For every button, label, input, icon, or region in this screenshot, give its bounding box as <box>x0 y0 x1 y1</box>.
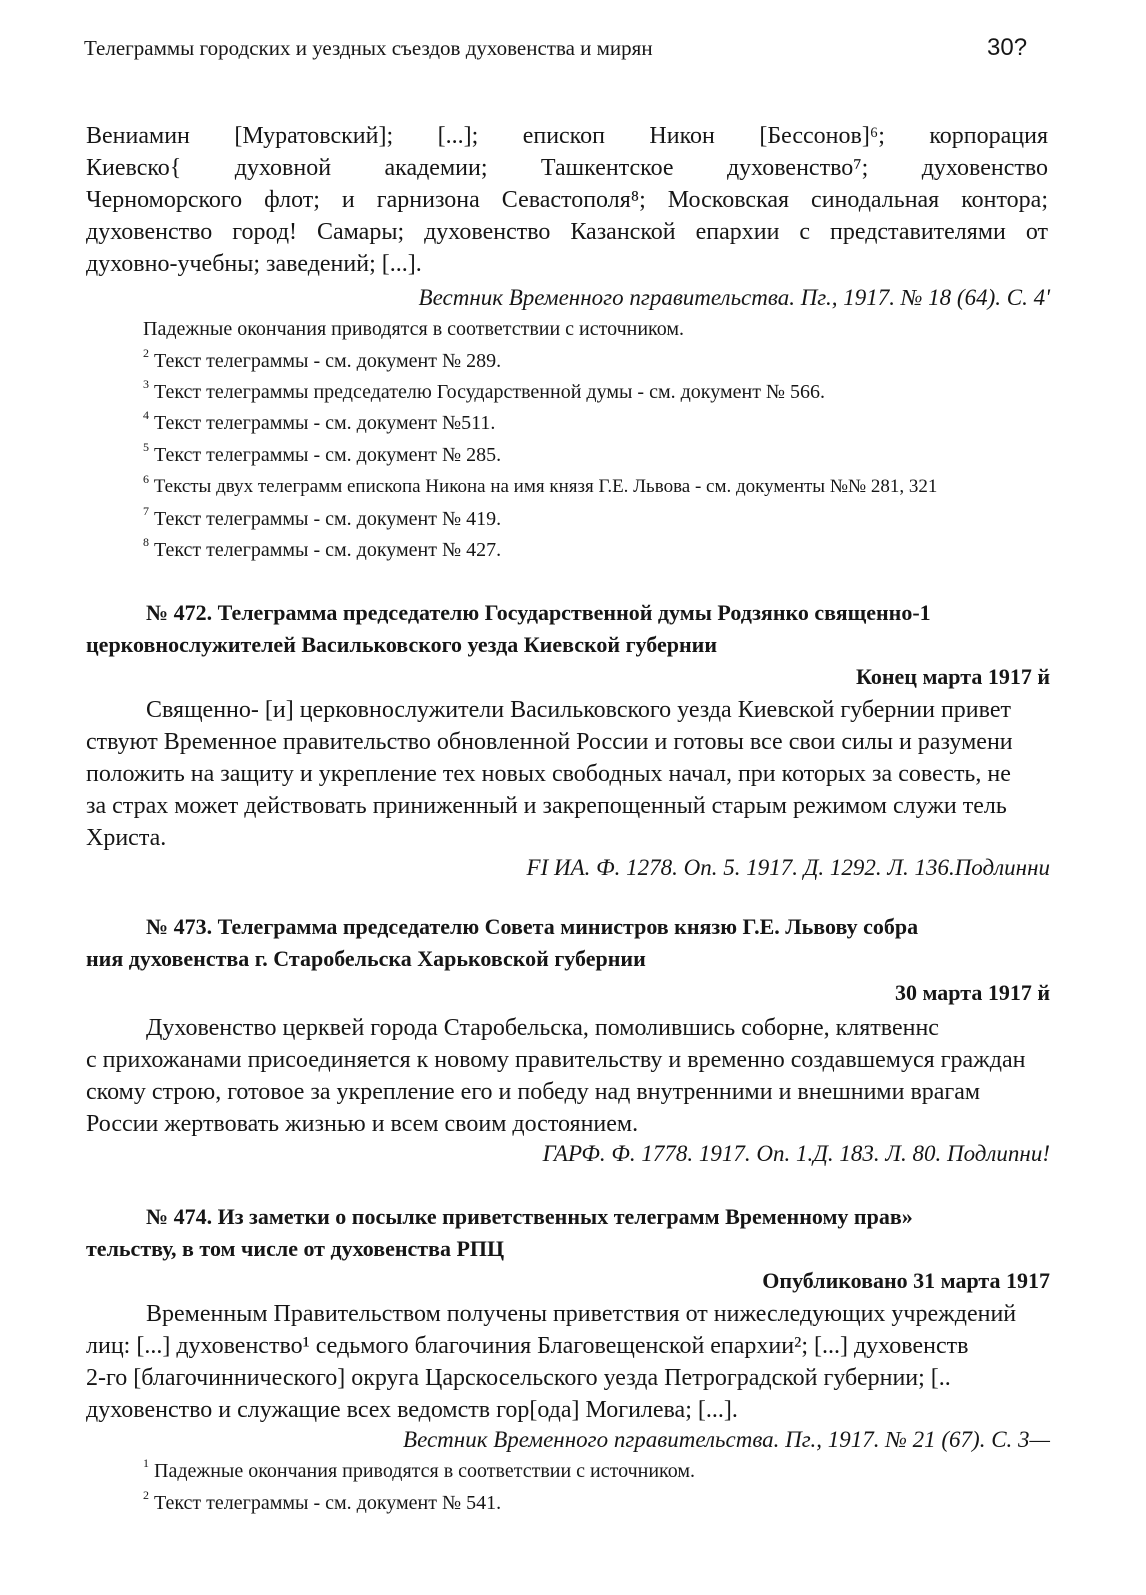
paragraph-line: духовно-учебны; заведений; [...]. <box>86 251 422 277</box>
footnote: Падежные окончания приводятся в соответствии с источником. <box>143 318 685 340</box>
document-title: ния духовенства г. Старобельска Харьковской губернии <box>86 946 646 971</box>
footnote: $^1$ Падежные окончания приводятся в соответствии с источником. <box>143 1456 696 1482</box>
document-title: тельству, в том числе от духовенства РПЦ <box>86 1236 505 1261</box>
source-citation: Вестник Временного пгравительства. Пг., 1917. № 21 (67). С. 3— <box>403 1427 1050 1452</box>
footnote: $^4$ Текст телеграммы - см. документ №511. <box>143 408 496 434</box>
source-citation: ГАРФ. Ф. 1778. 1917. Оп. 1.Д. 183. Л. 80. Подлипни! <box>542 1141 1050 1166</box>
document-date: 30 марта 1917 й <box>894 980 1050 1005</box>
footnote: $^5$ Текст телеграммы - см. документ № 285. <box>143 440 502 466</box>
document-title: № 474. Из заметки о посылке приветственных телеграмм Временному прав» <box>146 1204 913 1229</box>
paragraph-line: Киевско{ духовной академии; Ташкентское духовенство⁷; духовенство <box>86 155 1048 181</box>
footnote: $^6$ Тексты двух телеграмм епископа Никона на имя князя Г.Е. Львова - см. документы №№ 281, 321 <box>143 471 938 497</box>
paragraph-line: России жертвовать жизнью и всем своим достоянием. <box>86 1111 639 1137</box>
paragraph-line: лиц: [...] духовенство¹ седьмого благочиния Благовещенской епархии²; [...] духовенств <box>86 1333 969 1359</box>
footnote: $^2$ Текст телеграммы - см. документ № 289. <box>143 346 502 372</box>
document-title: церковнослужителей Васильковского уезда Киевской губернии <box>86 632 718 657</box>
paragraph-line: за страх может действовать приниженный и закрепощенный старым режимом служи тель <box>86 793 1007 819</box>
footnote: $^2$ Текст телеграммы - см. документ № 541. <box>143 1488 502 1514</box>
paragraph-line: 2-го [благочиннического] округа Царскосельского уезда Петроградской губернии; [.. <box>86 1365 951 1391</box>
paragraph-line: духовенство город! Самары; духовенство Казанской епархии с представителями от <box>86 219 1048 245</box>
paragraph-line: Духовенство церквей города Старобельска, помолившись соборне, клятвеннс <box>146 1015 939 1041</box>
paragraph-line: Христа. <box>86 825 167 851</box>
paragraph-line: Вениамин [Муратовский]; [...]; епископ Никон [Бессонов]⁶; корпорация <box>86 123 1048 149</box>
paragraph-line: Черноморского флот; и гарнизона Севастополя⁸; Московская синодальная контора; <box>86 187 1048 213</box>
source-citation: Вестник Временного пгравительства. Пг., 1917. № 18 (64). С. 4' <box>418 285 1050 310</box>
paragraph-line: духовенство и служащие всех ведомств гор[ода] Могилева; [...]. <box>86 1397 738 1423</box>
paragraph-line: скому строю, готовое за укрепление его и победу над внутренними и внешними врагам <box>86 1079 981 1105</box>
document-title: № 472. Телеграмма председателю Государственной думы Родзянко священно-1 <box>146 600 931 625</box>
running-title: Телеграммы городских и уездных съездов духовенства и мирян <box>84 36 653 60</box>
paragraph-line: Священно- [и] церковнослужители Васильковского уезда Киевской губернии привет <box>146 697 1011 723</box>
footnote: $^3$ Текст телеграммы председателю Государственной думы - см. документ № 566. <box>143 377 826 403</box>
footnote: $^7$ Текст телеграммы - см. документ № 419. <box>143 504 502 530</box>
paragraph-line: Временным Правительством получены приветствия от нижеследующих учреждений <box>146 1301 1017 1327</box>
paragraph-line: ствуют Временное правительство обновленной России и готовы все свои силы и разумени <box>86 729 1013 755</box>
page-number: 30? <box>987 34 1028 61</box>
source-citation: FI ИА. Ф. 1278. Оп. 5. 1917. Д. 1292. Л. 136.Подлинни <box>526 855 1050 880</box>
paragraph-line: положить на защиту и укрепление тех новых свободных начал, при которых за совесть, не <box>86 761 1011 787</box>
paragraph-line: с прихожанами присоединяется к новому правительству и временно создавшемуся граждан <box>86 1047 1026 1073</box>
document-title: № 473. Телеграмма председателю Совета министров князю Г.Е. Львову собра <box>146 914 919 939</box>
document-date: Опубликовано 31 марта 1917 <box>762 1268 1050 1293</box>
document-date: Конец марта 1917 й <box>855 664 1050 689</box>
footnote: $^8$ Текст телеграммы - см. документ № 427. <box>143 535 502 561</box>
